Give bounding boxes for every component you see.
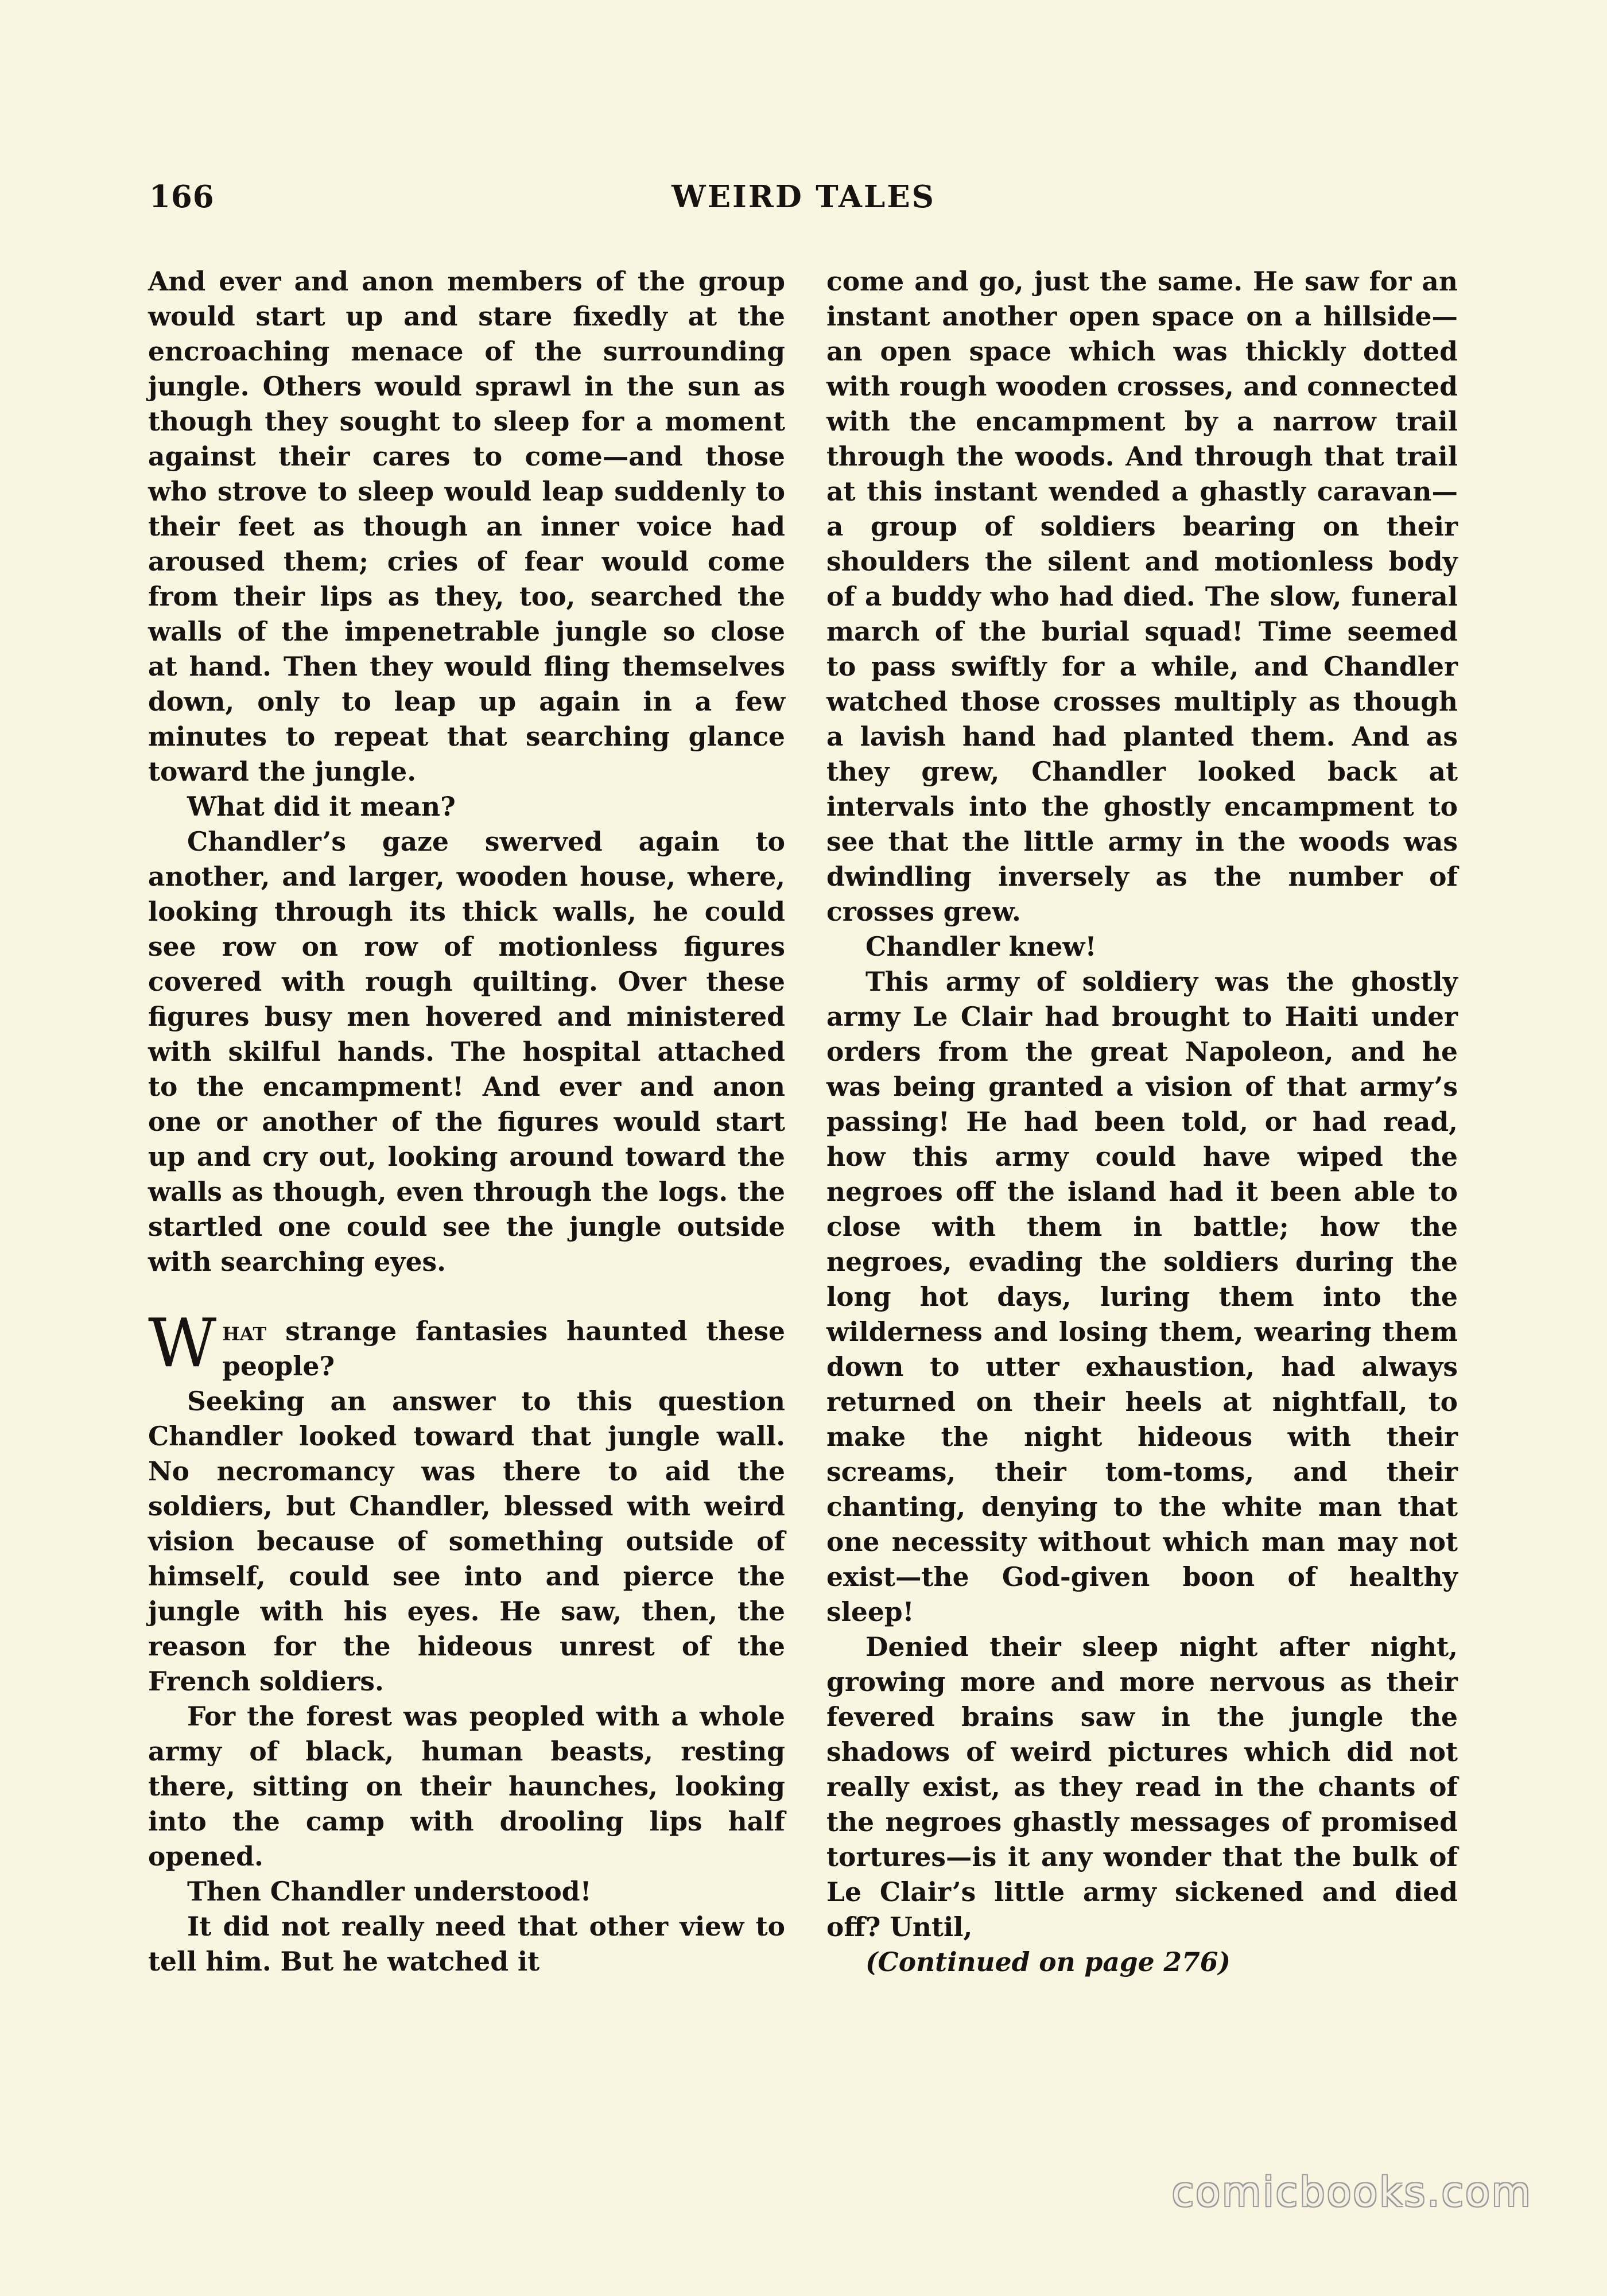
continued-note: (Continued on page 276): [865, 1946, 1231, 1977]
paragraph-text: strange fantasies haunted these people?: [222, 1316, 785, 1382]
paragraph: Denied their sleep night after night, growing more and more nervous as their fevered brains saw in the jungle the shadows of weird pictures which did not really exist, as they read in the chants of the negroes ghastly messages of promised tortures—is it any wonder that the bulk of Le Clair’s little army sickened and died off? Until,: [826, 1631, 1458, 1942]
paragraph: For the forest was peopled with a whole army of black, human beasts, resting there, sitting on their haunches, looking into the camp with drooling lips half opened.: [148, 1701, 785, 1872]
paragraph: And ever and anon members of the group would start up and stare fixedly at the encroaching menace of the surrounding jungle. Others would sprawl in the sun as though they sought to sleep for a moment against their cares to come—and those who strove to sleep would leap suddenly to their feet as though an inner voice had aroused them; cries of fear would come from their lips as they, too, searched the walls of the impenetrable jungle so close at hand. Then they would fling themselves down, only to leap up again in a few minutes to repeat that searching glance toward the jungle.: [148, 266, 785, 787]
paragraph: Then Chandler understood!: [187, 1876, 592, 1907]
paragraph: Chandler’s gaze swerved again to another, and larger, wooden house, where, looking through its thick walls, he could see row on row of motionless figures covered with rough quilting. Over these figures busy men hovered and ministered with skilful hands. The hospital attached to the encampment! And ever and anon one or another of the figures would start up and cry out, looking around toward the walls as though, even through the logs. the startled one could see the jungle outside with searching eyes.: [148, 826, 785, 1277]
section-start-paragraph: [148, 1305, 785, 1384]
paragraph: Chandler knew!: [865, 931, 1097, 962]
paragraph: What did it mean?: [187, 791, 456, 822]
watermark: comicbooks.com: [1171, 2169, 1532, 2216]
right-column: [826, 264, 1458, 1980]
running-head: WEIRD TALES: [671, 179, 936, 215]
small-caps-lead: hat: [222, 1316, 267, 1347]
drop-cap: W: [148, 1305, 217, 1382]
paragraph: Seeking an answer to this question Chandler looked toward that jungle wall. No necromancy was there to aid the soldiers, but Chandler, blessed with weird vision because of something outside of himself, could see into and pierce the jungle with his eyes. He saw, then, the reason for the hideous unrest of the French soldiers.: [148, 1386, 785, 1697]
paragraph: come and go, just the same. He saw for an instant another open space on a hillside—an open space which was thickly dotted with rough wooden crosses, and connected with the encampment by a narrow trail through the woods. And through that trail at this instant wended a ghastly caravan—a group of soldiers bearing on their shoulders the silent and motionless body of a buddy who had died. The slow, funeral march of the burial squad! Time seemed to pass swiftly for a while, and Chandler watched those crosses multiply as though a lavish hand had planted them. And as they grew, Chandler looked back at intervals into the ghostly encampment to see that the little army in the woods was dwindling inversely as the number of crosses grew.: [826, 266, 1458, 927]
paragraph: This army of soldiery was the ghostly army Le Clair had brought to Haiti under orders from the great Napoleon, and he was being granted a vision of that army’s passing! He had been told, or had read, how this army could have wiped the negroes off the island had it been able to close with them in battle; how the negroes, evading the soldiers during the long hot days, luring them into the wilderness and losing them, wearing them down to utter exhaustion, had always returned on their heels at nightfall, to make the night hideous with their screams, their tom-toms, and their chanting, denying to the white man that one necessity without which man may not exist—the God-given boon of healthy sleep!: [826, 966, 1458, 1627]
left-column: [148, 264, 785, 1979]
paragraph: It did not really need that other view to tell him. But he watched it: [148, 1911, 785, 1977]
page-number: 166: [149, 179, 215, 215]
